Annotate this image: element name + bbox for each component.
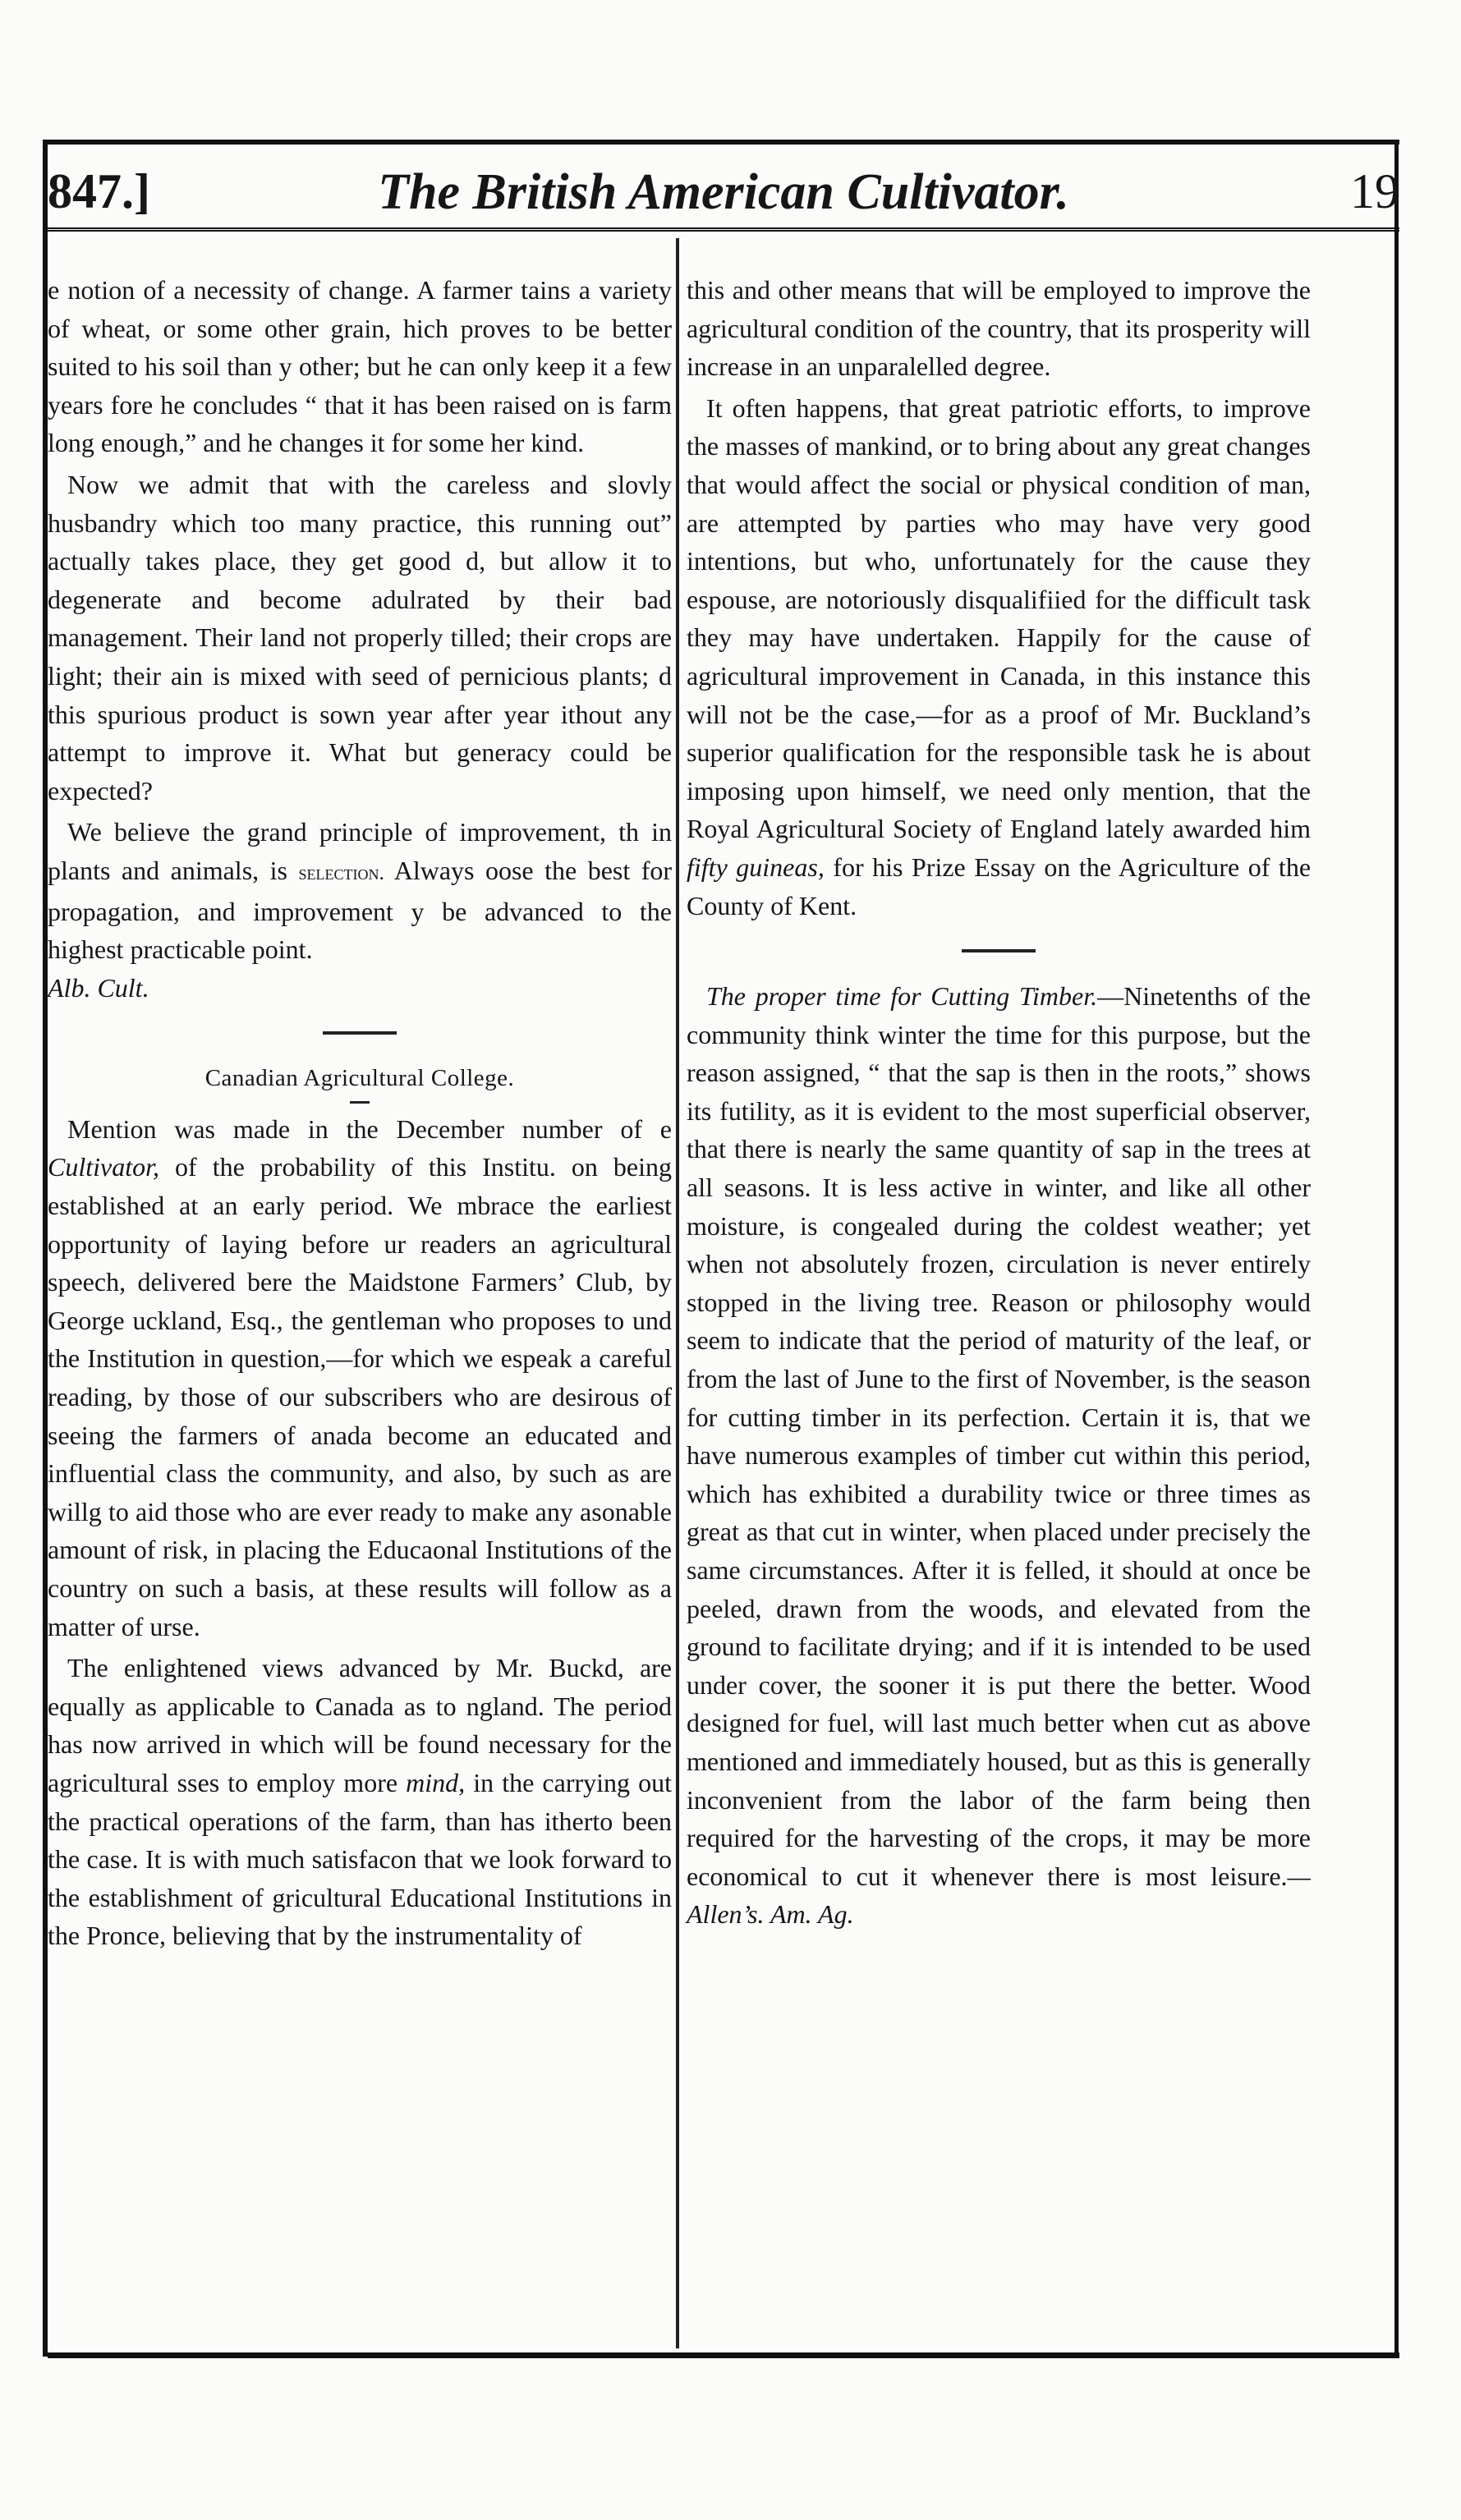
p4-end: of the probability of this Institu. on being established at an early period. We mbrace the earliest opportunity of laying before ur readers an agricultural speech, delivered bere the Maidstone Farmers’ Club, by George uckland, Esq., the gentleman who proposes to und the Institution in question,—for which we espeak a careful reading, by those of our subscribers who are desirous of seeing the farmers of anada become an educated and influential class the community, and also, by such as are willg to aid those who are ever ready to make any asonable amount of risk, in placing the Educaonal Institutions of the country on such a basis, at these results will follow as a matter of urse. (48, 1152, 673, 1641)
left-paragraph-1: e notion of a necessity of change. A farmer tains a variety of wheat, or some other grain, hich proves to be better suited to his soil than y other; but he can only keep it a few years fore he concludes “ that it has been raised on is farm long enough,” and he changes it for some her kind. (48, 275, 672, 458)
left-paragraph-3 (48, 813, 672, 1007)
p3-end: Always oose the best for propagation, and improvement y be advanced to the highest practicable point. (48, 855, 673, 965)
header-year: 847.] (48, 164, 150, 218)
rp3-text: —Ninetenths of the community think winter the time for this purpose, but the reason assigned, “ that the sap is then in the roots,” shows its futility, as it is evident to the most superficial observer, that there is nearly the same quantity of sap in the trees at all seasons. It is less active in winter, and like all other moisture, is congealed during the coldest weather; yet when not absolutely frozen, circulation is never entirely stopped in the living tree. Reason or philosophy would seem to indicate that the period of maturity of the leaf, or from the last of June to the first of November, is the season for cutting timber in its perfection. Certain it is, that we have numerous examples of timber cut within this period, which has exhibited a durability twice or three times as great as that cut in winter, when placed under precisely the same circumstances. After it is felled, it should at once be peeled, drawn from the woods, and elevated from the ground to facilitate drying; and if it is intended to be used under cover, the sooner it is put there the better. Wood designed for fuel, will last much better when cut as above mentioned and immediately housed, but as this is generally inconvenient from the labor of the farm being then required for the harvesting of the crops, it may be more economical to cut it whenever there is most leisure. (687, 981, 1312, 1891)
p4-start: Mention was made in the December number of e (67, 1113, 672, 1144)
page-title: The British American Cultivator. (378, 164, 1069, 220)
rp3-title: The proper time for Cutting Timber. (706, 981, 1098, 1012)
heading-rule (350, 1101, 370, 1104)
p3-source: Alb. Cult. (48, 972, 149, 1003)
p3-smallcaps: selection. (298, 860, 384, 884)
rp3-source: —Allen’s. Am. Ag. (687, 1861, 1311, 1930)
right-border (1394, 140, 1399, 2357)
p3-start: We believe the grand principle of improvement, th in plants and animals, is (48, 817, 672, 885)
bottom-rule (48, 2352, 1399, 2358)
column-divider (676, 238, 679, 2348)
p5-start: The enlightened views advanced by Mr. Buckd, are equally as applicable to Canada as to ngland. The period has now arrived in which will be found necessary for the agricultural sses to employ more (48, 1653, 672, 1797)
left-paragraph-2: Now we admit that with the careless and slovly husbandry which too many practice, this running out” actually takes place, they get good d, but allow it to degenerate and become adulrated by their bad management. Their land not properly tilled; their crops are light; their ain is mixed with seed of pernicious plants; d this spurious product is sown year after year ithout any attempt to improve it. What but generacy could be expected? (48, 469, 672, 806)
p5-italic: mind, (406, 1767, 466, 1797)
top-rule (48, 140, 1399, 145)
page-header (48, 152, 1399, 232)
page-number: 19 (1350, 164, 1399, 218)
left-column (48, 271, 672, 1958)
right-column (687, 271, 1311, 1937)
separator (962, 949, 1036, 952)
rp2-italic: fifty guineas, (687, 851, 825, 882)
right-paragraph-1: this and other means that will be employed to improve the agricultural condition of the country, that its prosperity will increase in an unparalelled degree. (687, 275, 1311, 382)
rp2-end: for his Prize Essay on the Agriculture of the County of Kent. (687, 851, 1312, 920)
section-heading: Canadian Agricultural College. (204, 1065, 515, 1092)
right-paragraph-2 (687, 389, 1311, 925)
rp2-start: It often happens, that great patriotic efforts, to improve the masses of mankind, or to bring about any great changes that would affect the social or physical condition of man, are attempted by parties who may have very good intentions, but who, unfortunately for the cause they espouse, are notoriously disqualifiied for the difficult task they may have undertaken. Happily for the cause of agricultural improvement in Canada, in this instance this will not be the case,—for as a proof of Mr. Buckland’s superior qualification for the responsible task he is about imposing upon himself, we need only mention, that the Royal Agricultural Society of England lately awarded him (687, 392, 1311, 844)
right-paragraph-3 (687, 977, 1311, 1934)
left-paragraph-4 (48, 1110, 672, 1646)
left-paragraph-5 (48, 1649, 672, 1955)
p5-end: in the carrying out the practical operations of the farm, than has itherto been the case. It is with much satisfacon that we look forward to the establishment of gricultural Educational Institutions in the Pronce, believing that by the instrumentality of (48, 1767, 672, 1951)
separator (323, 1031, 397, 1035)
p4-italic: Cultivator, (48, 1152, 160, 1182)
